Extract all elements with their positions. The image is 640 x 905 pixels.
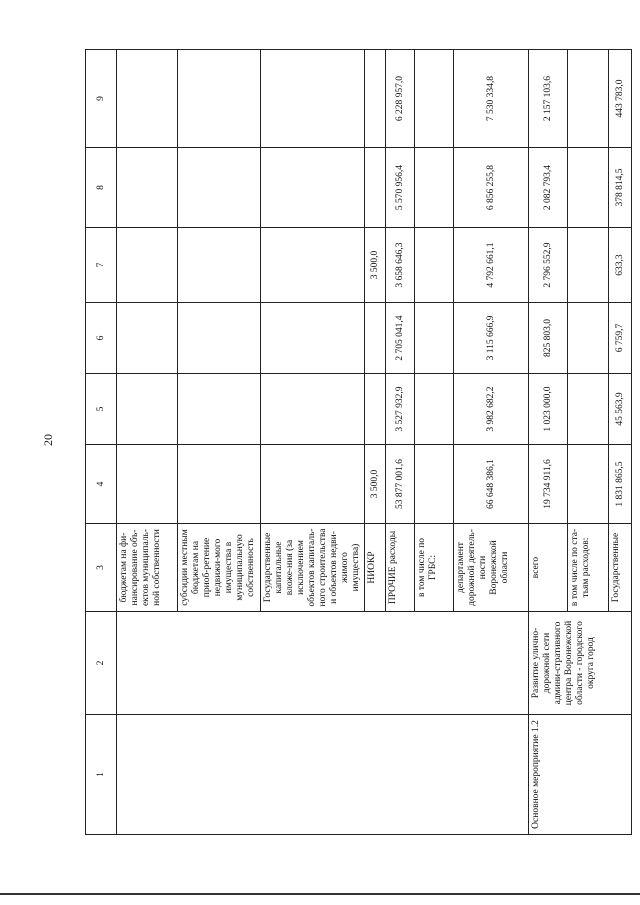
value-cell	[261, 148, 365, 228]
value-cell: 443 783,0	[609, 50, 632, 148]
value-cell: 3 658 646,3	[386, 228, 415, 303]
value-cell: 1 831 865,5	[609, 445, 632, 524]
value-cell: 6 856 255,8	[454, 148, 529, 228]
expense-label: в том числе по ста-тьям расходов:	[568, 524, 609, 612]
value-cell	[415, 303, 454, 374]
value-cell	[415, 374, 454, 445]
value-cell	[178, 228, 261, 303]
expense-label: НИОКР	[365, 524, 386, 612]
value-cell	[178, 445, 261, 524]
value-cell: 45 563,9	[609, 374, 632, 445]
col-header-8: 8	[86, 148, 117, 228]
value-cell	[117, 374, 178, 445]
budget-table	[85, 49, 632, 835]
value-cell	[178, 50, 261, 148]
expense-label: бюджетам на фи-нансирование объ-ектов муниципаль-ной собственности	[117, 524, 178, 612]
value-cell	[117, 50, 178, 148]
value-cell	[568, 445, 609, 524]
value-cell	[178, 374, 261, 445]
expense-label: субсидии местным бюджетам на приоб-ретение недвижи-мого имущества в муниципальную собственность	[178, 524, 261, 612]
value-cell	[261, 374, 365, 445]
value-cell: 53 877 001,6	[386, 445, 415, 524]
table-row	[529, 50, 568, 835]
page-number: 20	[41, 434, 55, 446]
row-group-cell-2	[117, 612, 529, 715]
value-cell: 2 157 103,6	[529, 50, 568, 148]
row-group-cell-1	[117, 715, 529, 835]
value-cell	[117, 148, 178, 228]
table-row	[117, 50, 178, 835]
value-cell: 66 648 386,1	[454, 445, 529, 524]
value-cell	[568, 374, 609, 445]
value-cell	[568, 50, 609, 148]
value-cell	[365, 148, 386, 228]
value-cell: 3 527 932,9	[386, 374, 415, 445]
value-cell: 7 530 334,8	[454, 50, 529, 148]
value-cell	[365, 50, 386, 148]
value-cell	[365, 374, 386, 445]
value-cell	[365, 303, 386, 374]
value-cell	[261, 228, 365, 303]
value-cell: 378 814,5	[609, 148, 632, 228]
value-cell: 2 796 552,9	[529, 228, 568, 303]
measure-title: Развитие улично-дорожной сети админи-стративного центра Воронежской области - городского округа город	[529, 612, 632, 715]
value-cell	[415, 445, 454, 524]
expense-label: в том числе по ГРБС:	[415, 524, 454, 612]
header-row	[86, 50, 117, 835]
col-header-5: 5	[86, 374, 117, 445]
col-header-1: 1	[86, 715, 117, 835]
col-header-7: 7	[86, 228, 117, 303]
col-header-9: 9	[86, 50, 117, 148]
value-cell	[178, 303, 261, 374]
value-cell	[117, 445, 178, 524]
value-cell: 6 759,7	[609, 303, 632, 374]
value-cell: 1 023 000,0	[529, 374, 568, 445]
value-cell: 4 792 661,1	[454, 228, 529, 303]
value-cell: 6 228 957,0	[386, 50, 415, 148]
value-cell	[568, 148, 609, 228]
col-header-4: 4	[86, 445, 117, 524]
value-cell	[178, 148, 261, 228]
expense-label: Государственные	[609, 524, 632, 612]
value-cell	[415, 50, 454, 148]
value-cell: 3 115 666,9	[454, 303, 529, 374]
col-header-6: 6	[86, 303, 117, 374]
value-cell: 2 082 793,4	[529, 148, 568, 228]
value-cell: 2 705 041,4	[386, 303, 415, 374]
value-cell	[415, 148, 454, 228]
value-cell	[117, 303, 178, 374]
value-cell	[261, 303, 365, 374]
value-cell	[568, 303, 609, 374]
value-cell	[415, 228, 454, 303]
value-cell	[261, 445, 365, 524]
rotated-page	[85, 50, 625, 835]
col-header-2: 2	[86, 612, 117, 715]
measure-number: Основное мероприятие 1.2	[529, 715, 632, 835]
value-cell: 3 982 682,2	[454, 374, 529, 445]
expense-label: Государственные капитальные вложе-ния (за исключением объектов капиталь-ного строительства и объектов недви-жимого имущества)	[261, 524, 365, 612]
value-cell: 3 500,0	[365, 445, 386, 524]
value-cell: 5 570 956,4	[386, 148, 415, 228]
value-cell	[117, 228, 178, 303]
value-cell: 3 500,0	[365, 228, 386, 303]
value-cell	[261, 50, 365, 148]
value-cell: 633,3	[609, 228, 632, 303]
value-cell: 825 803,0	[529, 303, 568, 374]
expense-label: всего	[529, 524, 568, 612]
expense-label: департамент дорожной деятель-ности Воронежской области	[454, 524, 529, 612]
col-header-3: 3	[86, 524, 117, 612]
expense-label: ПРОЧИЕ расходы	[386, 524, 415, 612]
value-cell: 19 734 911,6	[529, 445, 568, 524]
value-cell	[568, 228, 609, 303]
scan-bottom-edge	[0, 893, 640, 895]
